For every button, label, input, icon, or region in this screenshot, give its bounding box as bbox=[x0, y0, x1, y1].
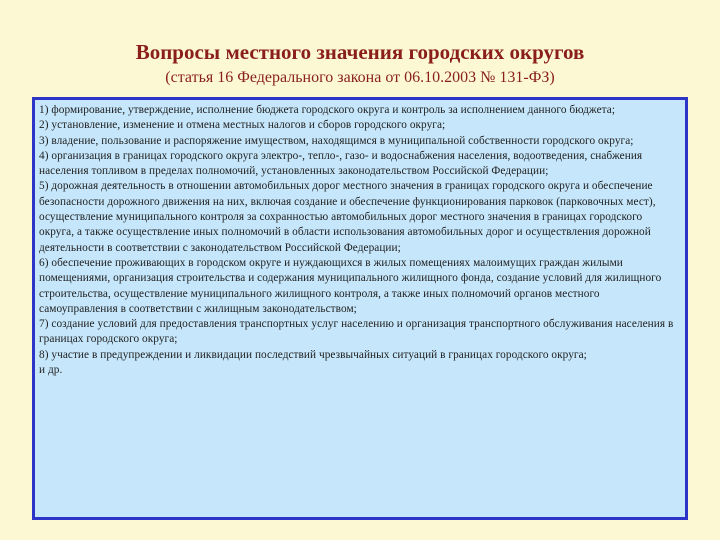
list-item-5: 5) дорожная деятельность в отношении автомобильных дорог местного значения в границах городского округа и обеспечение безопасности дорожного движения на них, включая создание и обеспечение функционирования парковок (парковочных мест), осуществление муниципального контроля за сохранностью автомобильных дорог местного значения в границах городского округа, а также осуществление иных полномочий в области использования автомобильных дорог и осуществления дорожной деятельности в соответствии с законодательством Российской Федерации; bbox=[39, 180, 656, 254]
list-item-2: 2) установление, изменение и отмена местных налогов и сборов городского округа; bbox=[39, 119, 446, 132]
page-subtitle: (статья 16 Федерального закона от 06.10.2003 № 131-ФЗ) bbox=[165, 69, 555, 86]
list-item-7: 7) создание условий для предоставления транспортных услуг населению и организация транспортного обслуживания населения в границах городского округа; bbox=[39, 318, 674, 346]
list-item-3: 3) владение, пользование и распоряжение имуществом, находящимся в муниципальной собственности городского округа; bbox=[39, 134, 634, 147]
page-title: Вопросы местного значения городских округов bbox=[135, 40, 585, 64]
content-box bbox=[32, 97, 688, 520]
list-item-1: 1) формирование, утверждение, исполнение бюджета городского округа и контроль за исполнением данного бюджета; bbox=[39, 104, 616, 116]
list-item-etc: и др. bbox=[39, 364, 63, 377]
list-item-8: 8) участие в предупреждении и ликвидации последствий чрезвычайных ситуаций в границах городского округа; bbox=[39, 348, 587, 361]
list-item-4: 4) организация в границах городского округа электро-, тепло-, газо- и водоснабжения населения, водоотведения, снабжения населения топливом в пределах полномочий, установленных законодательством Российской Федерации; bbox=[39, 149, 643, 178]
list-item-6: 6) обеспечение проживающих в городском округе и нуждающихся в жилых помещениях малоимущих граждан жилыми помещениями, организация строительства и содержания муниципального жилищного фонда, создание условий для жилищного строительства, осуществление муниципального жилищного контроля, а также иных полномочий органов местного самоуправления в соответствии с жилищным законодательством; bbox=[39, 256, 662, 315]
